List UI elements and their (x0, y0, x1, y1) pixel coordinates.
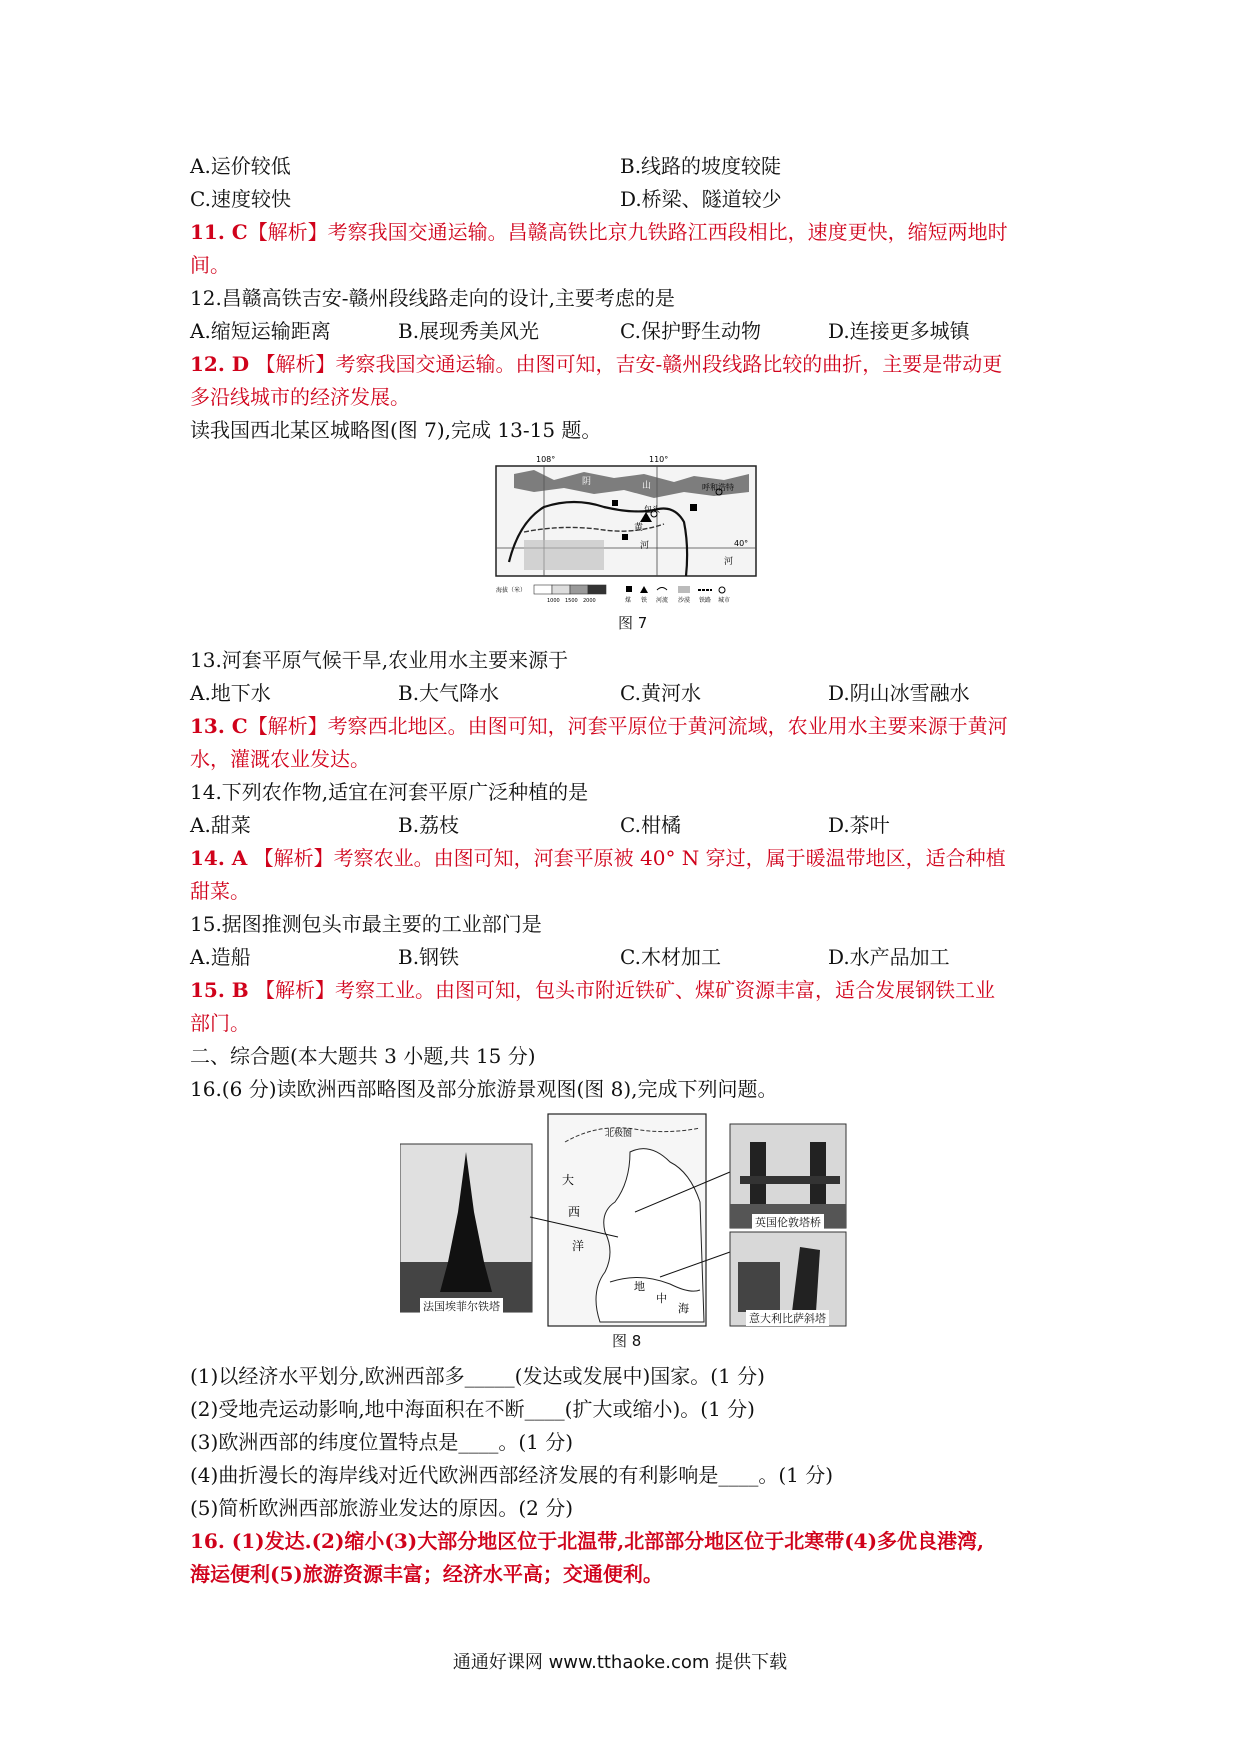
legend-iron-label: 铁 (641, 597, 648, 604)
q12-option-a: A.缩短运输距离 (190, 319, 331, 343)
answer-16-cont: 海运便利(5)旅游资源丰富；经济水平高；交通便利。 (190, 1562, 663, 1586)
answer-15-text: 【解析】考察工业。由图可知，包头市附近铁矿、煤矿资源丰富，适合发展钢铁工业 (248, 978, 996, 1002)
q14-option-c: C.柑橘 (620, 813, 681, 837)
legend-tick-2000: 2000 (583, 598, 596, 604)
answer-14 (190, 846, 1006, 870)
desert-area (524, 540, 604, 570)
legend-city-symbol (719, 587, 725, 593)
question-15: 15.据图推测包头市最主要的工业部门是 (190, 912, 542, 936)
answer-14-number: 14. A (190, 846, 248, 870)
legend-desert-label: 沙漠 (678, 597, 691, 604)
answer-13-number: 13. C (190, 714, 248, 738)
q15-option-a: A.造船 (190, 945, 251, 969)
q13-option-c: C.黄河水 (620, 681, 701, 705)
legend-elevation-title: 海拔（米） (496, 587, 527, 594)
legend-railway-label: 铁路 (699, 597, 712, 604)
legend-desert-symbol (678, 586, 690, 593)
question-12: 12.昌赣高铁吉安-赣州段线路走向的设计,主要考虑的是 (190, 286, 675, 310)
photo-caption-eiffel: 法国埃菲尔铁塔 (420, 1298, 503, 1314)
answer-12-text: 【解析】考察我国交通运输。由图可知，吉安-赣州段线路比较的曲折，主要是带动更 (249, 352, 1003, 376)
answer-16-text: (1)发达.(2)缩小(3)大部分地区位于北温带,北部部分地区位于北寒带(4)多优良港湾, (224, 1529, 985, 1553)
q16-part-1: (1)以经济水平划分,欧洲西部多_____(发达或发展中)国家。(1 分) (190, 1364, 765, 1388)
map-label-hai: 海 (678, 1302, 689, 1315)
answer-11-text: 【解析】考察我国交通运输。昌赣高铁比京九铁路江西段相比，速度更快，缩短两地时 (247, 220, 1008, 244)
map-label-arctic: 北极圈 (605, 1129, 633, 1139)
lon-label-110: 110° (649, 455, 669, 464)
legend-tick-1000: 1000 (547, 598, 560, 604)
q14-option-a: A.甜菜 (190, 813, 251, 837)
legend-river-symbol (657, 588, 667, 591)
legend-tick-1500: 1500 (565, 598, 578, 604)
q14-option-d: D.茶叶 (828, 813, 890, 837)
label-yin: 阴 (582, 477, 592, 487)
q11-option-a: A.运价较低 (190, 154, 291, 178)
answer-11-number: 11. C (190, 220, 248, 244)
bridge-deck-icon (740, 1176, 840, 1184)
map-label-zhong: 中 (656, 1292, 667, 1305)
answer-13 (190, 714, 1008, 738)
tower-left-icon (750, 1142, 766, 1204)
answer-14-text: 【解析】考察农业。由图可知，河套平原被 40° N 穿过，属于暖温带地区，适合种植 (247, 846, 1006, 870)
answer-12 (190, 352, 1002, 376)
q13-option-a: A.地下水 (190, 681, 271, 705)
legend-coal-label: 煤 (625, 597, 632, 604)
q16-part-3: (3)欧洲西部的纬度位置特点是____。(1 分) (190, 1430, 574, 1454)
q15-option-b: B.钢铁 (398, 945, 460, 969)
figure-8-caption: 图 8 (612, 1332, 642, 1350)
legend-elev-2 (552, 585, 570, 594)
answer-11-cont: 间。 (190, 253, 230, 277)
answer-15-number: 15. B (190, 978, 249, 1002)
q13-option-d: D.阴山冰雪融水 (828, 681, 970, 705)
map-label-xi: 西 (568, 1205, 581, 1219)
lat-label-40: 40° (734, 539, 749, 548)
photo-caption-pisa: 意大利比萨斜塔 (746, 1310, 829, 1326)
q11-option-b: B.线路的坡度较陡 (620, 154, 782, 178)
q12-option-c: C.保护野生动物 (620, 319, 761, 343)
answer-13-cont: 水，灌溉农业发达。 (190, 747, 370, 771)
q14-option-b: B.荔枝 (398, 813, 460, 837)
question-16: 16.(6 分)读欧洲西部略图及部分旅游景观图(图 8),完成下列问题。 (190, 1077, 778, 1101)
q13-option-b: B.大气降水 (398, 681, 500, 705)
pisa-building-icon (738, 1262, 780, 1312)
answer-11 (190, 220, 1008, 244)
answer-14-cont: 甜菜。 (190, 879, 250, 903)
lon-label-108: 108° (536, 455, 556, 464)
answer-16-number: 16. (190, 1529, 225, 1553)
q12-option-d: D.连接更多城镇 (828, 319, 970, 343)
label-hohhot: 呼和浩特 (702, 483, 734, 492)
q11-option-c: C.速度较快 (190, 187, 291, 211)
section-2-heading: 二、综合题(本大题共 3 小题,共 15 分) (190, 1044, 536, 1068)
label-baotou: 包头 (644, 505, 660, 514)
label-he: 河 (640, 541, 650, 551)
q16-part-5: (5)简析欧洲西部旅游业发达的原因。(2 分) (190, 1496, 574, 1520)
legend-elev-1 (534, 585, 552, 594)
q16-part-2: (2)受地壳运动影响,地中海面积在不断____(扩大或缩小)。(1 分) (190, 1397, 755, 1421)
coal-mine-2 (690, 504, 697, 511)
answer-13-text: 【解析】考察西北地区。由图可知，河套平原位于黄河流域，农业用水主要来源于黄河 (247, 714, 1008, 738)
q12-option-b: B.展现秀美风光 (398, 319, 540, 343)
map-label-da: 大 (562, 1173, 575, 1187)
legend-iron-symbol (640, 586, 648, 593)
answer-16 (190, 1529, 984, 1553)
answer-12-number: 12. D (190, 352, 250, 376)
map-label-di: 地 (634, 1280, 645, 1293)
iron-mine (612, 500, 618, 506)
answer-15-cont: 部门。 (190, 1011, 250, 1035)
legend-elev-4 (588, 585, 606, 594)
photo-caption-towerbridge: 英国伦敦塔桥 (752, 1214, 824, 1230)
page-footer: 通通好课网 www.tthaoke.com 提供下载 (452, 1652, 788, 1673)
map-label-yang: 洋 (572, 1239, 585, 1253)
tower-right-icon (810, 1142, 826, 1204)
intro-13-15: 读我国西北某区城略图(图 7),完成 13-15 题。 (190, 418, 602, 442)
q15-option-d: D.水产品加工 (828, 945, 950, 969)
label-huang: 黄 (634, 523, 644, 533)
answer-15 (190, 978, 995, 1002)
legend-river-label: 河流 (656, 597, 669, 604)
label-he-2: 河 (724, 557, 734, 567)
legend-elev-3 (570, 585, 588, 594)
coal-mine (622, 534, 628, 540)
q16-part-4: (4)曲折漫长的海岸线对近代欧洲西部经济发展的有利影响是____。(1 分) (190, 1463, 834, 1487)
q15-option-c: C.木材加工 (620, 945, 721, 969)
figure-7-caption: 图 7 (618, 614, 648, 632)
question-13: 13.河套平原气候干旱,农业用水主要来源于 (190, 648, 569, 672)
legend-city-label: 城市 (718, 597, 731, 604)
answer-12-cont: 多沿线城市的经济发展。 (190, 385, 410, 409)
legend-coal-symbol (626, 586, 632, 592)
figure-7-map (494, 452, 764, 612)
question-14: 14.下列农作物,适宜在河套平原广泛种植的是 (190, 780, 589, 804)
label-shan: 山 (642, 481, 652, 491)
q11-option-d: D.桥梁、隧道较少 (620, 187, 782, 211)
